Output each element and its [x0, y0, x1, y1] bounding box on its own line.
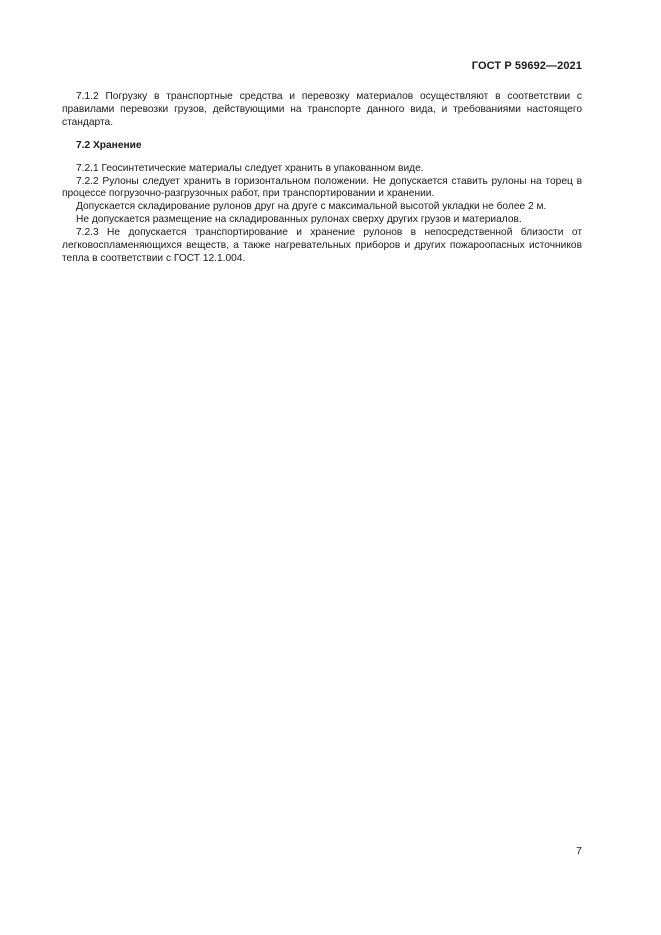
- paragraph-7-2-1: 7.2.1 Геосинтетические материалы следует хранить в упакованном виде.: [76, 162, 424, 174]
- section-heading-7-2: 7.2 Хранение: [76, 139, 142, 151]
- spacer: [62, 130, 582, 140]
- paragraph-7-1-2: 7.1.2 Погрузку в транспортные средства и перевозку материалов осуществляют в соответствии с правилами перевозки грузов, действующими на транспорте данного вида, и требованиями настоящего стандарта.: [62, 91, 582, 128]
- paragraph-7-2-2: 7.2.2 Рулоны следует хранить в горизонтальном положении. Не допускается ставить рулоны на торец в процессе погрузочно-разгрузочных работ, при транспортировании и хранении.: [62, 175, 582, 200]
- paragraph-stacking: Допускается складирование рулонов друг на друге с максимальной высотой укладки не более 2 м.: [76, 201, 547, 213]
- spacer: [62, 153, 582, 163]
- page-number: 7: [576, 845, 582, 857]
- page-content: [62, 91, 582, 266]
- standard-code: ГОСТ Р 59692—2021: [471, 60, 582, 72]
- paragraph-no-loads-on-rolls: Не допускается размещение на складированных рулонах сверху других грузов и материалов.: [76, 214, 522, 226]
- paragraph-7-2-3: 7.2.3 Не допускается транспортирование и хранение рулонов в непосредственной близости от легковоспламеняющихся веществ, а также нагревательных приборов и других пожароопасных источников тепла в соответствии с ГОСТ 12.1.004.: [62, 227, 582, 264]
